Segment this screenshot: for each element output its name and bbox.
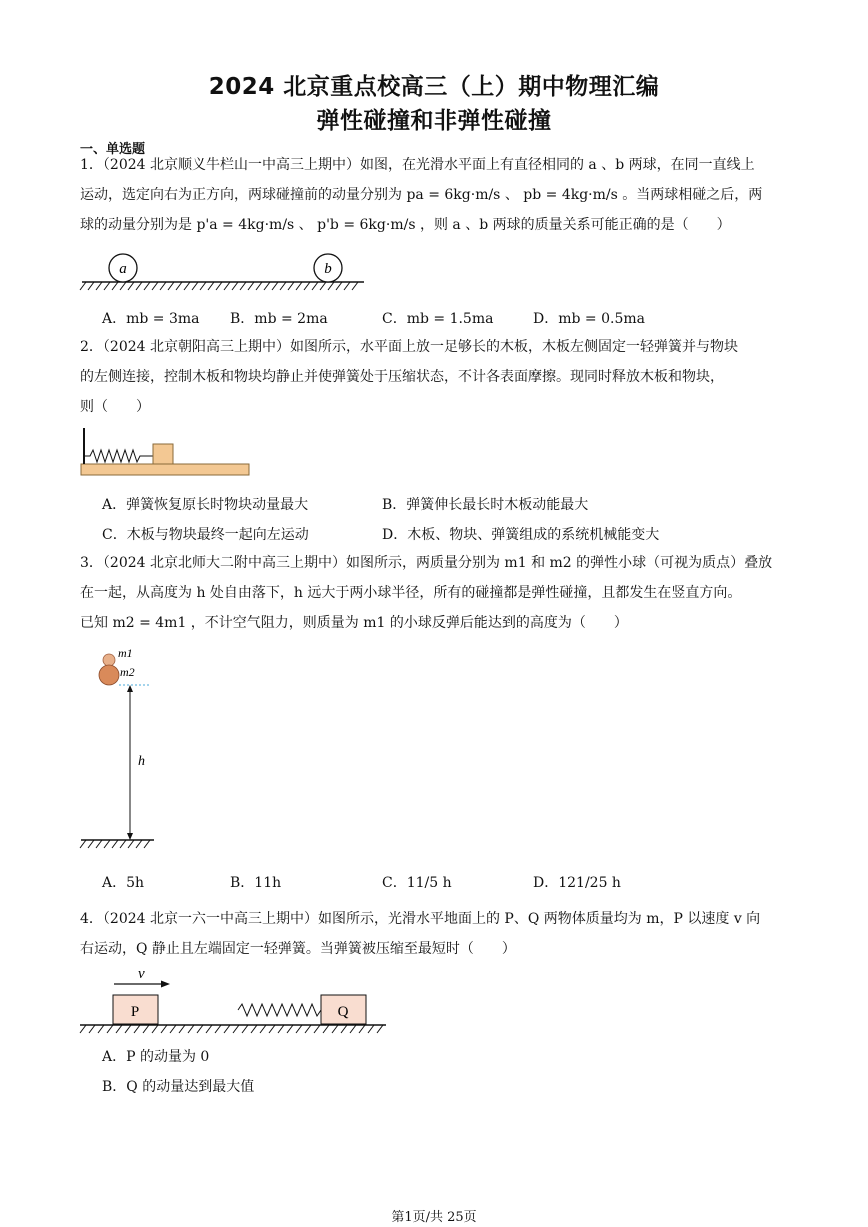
page-title: 2024 北京重点校高三（上）期中物理汇编 — [208, 74, 660, 100]
page-subtitle: 弹性碰撞和非弹性碰撞 — [316, 108, 552, 134]
q2-option-a: A．弹簧恢复原长时物块动量最大 — [102, 497, 309, 513]
question-1-line-2: 运动，选定向右为正方向，两球碰撞前的动量分别为 pa = 6kg·m/s 、 pb = 4kg·m/s 。当两球相碰之后，两 — [80, 187, 763, 203]
q1-option-b: B．mb = 2ma — [230, 311, 328, 327]
label-h: h — [138, 754, 145, 769]
label-m2: m2 — [120, 665, 135, 679]
figure-q2-board-spring — [80, 424, 255, 480]
velocity-arrowhead — [161, 981, 170, 988]
q2-option-b: B．弹簧伸长最长时木板动能最大 — [382, 497, 589, 513]
ground-hatching — [80, 1025, 383, 1033]
ball-b-label: b — [324, 261, 332, 277]
q4-option-a: A．P 的动量为 0 — [102, 1049, 210, 1065]
figure-q1-balls — [78, 252, 368, 296]
floor-hatching — [80, 840, 150, 848]
q2-option-c: C．木板与物块最终一起向左运动 — [102, 527, 309, 543]
ball-a-label: a — [119, 261, 127, 277]
small-ball-m1 — [103, 654, 115, 666]
question-3-line-3: 已知 m2 = 4m1 ，不计空气阻力，则质量为 m1 的小球反弹后能达到的高度为（ ） — [80, 615, 628, 631]
question-1-line-1: 1．（2024 北京顺义牛栏山一中高三上期中）如图，在光滑水平面上有直径相同的 a 、b 两球，在同一直线上 — [80, 157, 755, 173]
q4-option-b: B．Q 的动量达到最大值 — [102, 1079, 255, 1095]
question-2 — [80, 332, 792, 422]
block-p-label: P — [130, 1004, 140, 1020]
q3-option-d: D．121/25 h — [533, 875, 621, 891]
q3-option-b: B．11h — [230, 875, 282, 891]
section-label: 一、单选题 — [80, 142, 146, 157]
q1-option-d: D．mb = 0.5ma — [533, 311, 645, 327]
page-footer: 第1页/共 25页 — [391, 1210, 477, 1225]
block-q-label: Q — [337, 1004, 349, 1020]
question-4 — [80, 904, 792, 964]
ground-hatching — [80, 282, 358, 290]
arrowhead-up — [127, 685, 133, 692]
question-3 — [80, 548, 792, 638]
label-m1: m1 — [118, 646, 133, 660]
question-4-line-2: 右运动，Q 静止且左端固定一轻弹簧。当弹簧被压缩至最短时（ ） — [80, 941, 516, 957]
spring — [238, 1004, 321, 1016]
question-3-line-2: 在一起，从高度为 h 处自由落下，h 远大于两小球半径，所有的碰撞都是弹性碰撞，且都发生在竖直方向。 — [80, 585, 742, 601]
figure-q4-blocks — [78, 962, 390, 1038]
arrowhead-down — [127, 833, 133, 840]
question-2-line-3: 则（ ） — [80, 399, 150, 415]
block — [153, 444, 173, 464]
q1-option-a: A．mb = 3ma — [102, 311, 200, 327]
q3-option-a: A．5h — [102, 875, 145, 891]
question-1-line-3: 球的动量分别为是 p'a = 4kg·m/s 、 p'b = 6kg·m/s ，则 a 、b 两球的质量关系可能正确的是（ ） — [80, 217, 731, 233]
q1-option-c: C．mb = 1.5ma — [382, 311, 494, 327]
question-3-line-1: 3．（2024 北京北师大二附中高三上期中）如图所示，两质量分别为 m1 和 m2 的弹性小球（可视为质点）叠放 — [80, 555, 773, 571]
large-ball-m2 — [99, 665, 119, 685]
question-2-line-2: 的左侧连接，控制木板和物块均静止并使弹簧处于压缩状态，不计各表面摩擦。现同时释放木板和物块， — [80, 369, 724, 385]
figure-q3-stacked-balls — [78, 645, 178, 855]
question-4-line-1: 4．（2024 北京一六一中高三上期中）如图所示，光滑水平地面上的 P、Q 两物体质量均为 m，P 以速度 v 向 — [80, 911, 761, 927]
wooden-board — [81, 464, 249, 475]
velocity-label: v — [138, 966, 145, 982]
q2-option-d: D．木板、物块、弹簧组成的系统机械能变大 — [382, 527, 660, 543]
question-1 — [80, 150, 792, 240]
question-2-line-1: 2．（2024 北京朝阳高三上期中）如图所示，水平面上放一足够长的木板，木板左侧固定一轻弹簧并与物块 — [80, 339, 738, 355]
spring — [84, 450, 153, 462]
q3-option-c: C．11/5 h — [382, 875, 452, 891]
